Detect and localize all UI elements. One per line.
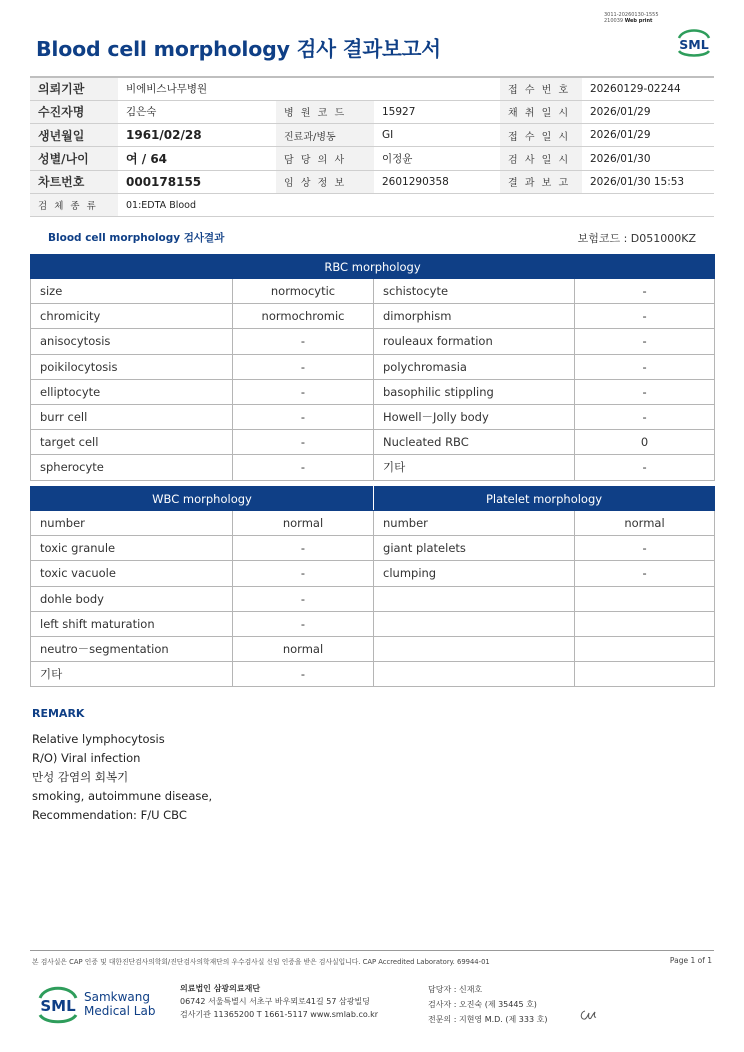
- remark-line: 만성 감염의 회복기: [32, 770, 129, 784]
- patient-info-table: [30, 76, 714, 217]
- platelet-header: Platelet morphology: [374, 487, 715, 511]
- rbc-header: RBC morphology: [31, 255, 715, 279]
- row-label: burr cell: [31, 404, 233, 429]
- table-row: [31, 379, 715, 404]
- wbc-platelet-table: [30, 486, 715, 687]
- row-value: -: [233, 561, 374, 586]
- collect-date-value: 2026/01/29: [582, 100, 714, 123]
- row-value: -: [575, 379, 715, 404]
- row-label: Howell－Jolly body: [374, 404, 575, 429]
- row-label: anisocytosis: [31, 329, 233, 354]
- hospital-code-value: 15927: [374, 100, 500, 123]
- row-value: -: [233, 586, 374, 611]
- row-label: elliptocyte: [31, 379, 233, 404]
- row-label: 기타: [374, 455, 575, 480]
- sex-age-label: 성별/나이: [30, 147, 118, 170]
- row-label: toxic vacuole: [31, 561, 233, 586]
- table-row: [31, 404, 715, 429]
- row-label: clumping: [374, 561, 575, 586]
- sml-footer-logo-icon: [36, 982, 80, 1026]
- table-row: [31, 536, 715, 561]
- staff-manager: 담당자 : 신재호: [428, 985, 483, 994]
- dept-value: GI: [374, 124, 500, 147]
- row-value: -: [575, 354, 715, 379]
- row-value: 0: [575, 430, 715, 455]
- org-address: 06742 서울특별시 서초구 바우뫼로41길 57 삼광빌딩: [180, 997, 370, 1006]
- rbc-morphology-table: [30, 254, 715, 481]
- remark-line: Recommendation: F/U CBC: [32, 808, 187, 822]
- footer-divider: [30, 950, 714, 951]
- remark-line: R/O) Viral infection: [32, 751, 141, 765]
- specimen-value: 01:EDTA Blood: [118, 193, 714, 216]
- org-contact: 검사기관 11365200 T 1661-5117 www.smlab.co.kr: [180, 1010, 379, 1019]
- row-label: toxic granule: [31, 536, 233, 561]
- row-label: schistocyte: [374, 279, 575, 304]
- row-value: -: [575, 329, 715, 354]
- row-value: normal: [233, 636, 374, 661]
- row-label: [374, 586, 575, 611]
- row-label: dohle body: [31, 586, 233, 611]
- row-label: [374, 611, 575, 636]
- row-label: giant platelets: [374, 536, 575, 561]
- org-name: 의료법인 삼광의료재단: [180, 984, 261, 993]
- table-row: [31, 662, 715, 687]
- row-label: [374, 636, 575, 661]
- doctor-value: 이정윤: [374, 147, 500, 170]
- info-row: [30, 77, 714, 100]
- info-row: [30, 170, 714, 193]
- row-value: -: [233, 329, 374, 354]
- row-value: -: [575, 404, 715, 429]
- receipt-no-label: 접 수 번 호: [500, 77, 582, 100]
- row-value: [575, 611, 715, 636]
- row-label: [374, 662, 575, 687]
- row-label: basophilic stippling: [374, 379, 575, 404]
- receive-date-value: 2026/01/29: [582, 124, 714, 147]
- remark-line: Relative lymphocytosis: [32, 732, 165, 746]
- requester-value: 비에비스나무병원: [118, 77, 500, 100]
- row-value: -: [233, 379, 374, 404]
- staff-specialist: 전문의 : 지현영 M.D. (제 333 호): [428, 1015, 548, 1024]
- signature-icon: [578, 1008, 598, 1022]
- row-value: -: [233, 354, 374, 379]
- birth-value: 1961/02/28: [118, 124, 276, 147]
- remark-text: [32, 730, 212, 825]
- sml-logo-icon: [676, 26, 712, 58]
- info-row: [30, 193, 714, 216]
- row-value: -: [233, 430, 374, 455]
- remark-line: smoking, autoimmune disease,: [32, 789, 213, 803]
- row-value: -: [575, 455, 715, 480]
- hospital-code-label: 병 원 코 드: [276, 100, 374, 123]
- table-row: [31, 455, 715, 480]
- receive-date-label: 접 수 일 시: [500, 124, 582, 147]
- insurance-code: 보험코드 : D051000KZ: [577, 232, 696, 245]
- remark-title: REMARK: [32, 707, 85, 720]
- row-label: spherocyte: [31, 455, 233, 480]
- row-value: normal: [575, 511, 715, 536]
- row-label: rouleaux formation: [374, 329, 575, 354]
- page-title: Blood cell morphology 검사 결과보고서: [36, 37, 441, 61]
- table-row: [31, 354, 715, 379]
- row-value: -: [575, 536, 715, 561]
- table-row: [31, 586, 715, 611]
- row-value: -: [233, 611, 374, 636]
- clinical-value: 2601290358: [374, 170, 500, 193]
- receipt-no-value: 20260129-02244: [582, 77, 714, 100]
- table-row: [31, 304, 715, 329]
- sex-age-value: 여 / 64: [118, 147, 276, 170]
- info-row: [30, 100, 714, 123]
- chart-value: 000178155: [118, 170, 276, 193]
- row-label: number: [374, 511, 575, 536]
- row-label: neutro－segmentation: [31, 636, 233, 661]
- clinical-label: 임 상 정 보: [276, 170, 374, 193]
- row-value: [575, 662, 715, 687]
- doctor-label: 담 당 의 사: [276, 147, 374, 170]
- table-row: [31, 329, 715, 354]
- patient-value: 김은숙: [118, 100, 276, 123]
- table-row: [31, 636, 715, 661]
- table-row: [31, 279, 715, 304]
- row-label: polychromasia: [374, 354, 575, 379]
- report-label: 결 과 보 고: [500, 170, 582, 193]
- results-heading: Blood cell morphology 검사결과: [48, 232, 225, 244]
- table-row: [31, 511, 715, 536]
- table-row: [31, 561, 715, 586]
- test-date-value: 2026/01/30: [582, 147, 714, 170]
- print-id: 3011-20260130-1555 210039 Web print: [604, 12, 659, 24]
- row-value: [575, 636, 715, 661]
- wbc-header: WBC morphology: [31, 487, 374, 511]
- certification-note: 본 검사실은 CAP 인증 및 대한진단검사의학회/진단검사의학재단의 우수검사실 신임 인증을 받은 검사실입니다. CAP Accredited Laboratory. 69944-01: [32, 958, 490, 966]
- staff-tester: 검사자 : 오진숙 (제 35445 호): [428, 1000, 537, 1009]
- info-row: [30, 147, 714, 170]
- birth-label: 생년월일: [30, 124, 118, 147]
- row-label: chromicity: [31, 304, 233, 329]
- svg-text:SML: SML: [40, 997, 76, 1015]
- test-date-label: 검 사 일 시: [500, 147, 582, 170]
- row-label: 기타: [31, 662, 233, 687]
- row-value: -: [233, 536, 374, 561]
- lab-name: Samkwang Medical Lab: [84, 990, 156, 1018]
- organization-info: [180, 982, 378, 1021]
- staff-info: [428, 982, 547, 1027]
- chart-label: 차트번호: [30, 170, 118, 193]
- row-value: normochromic: [233, 304, 374, 329]
- row-label: dimorphism: [374, 304, 575, 329]
- row-label: number: [31, 511, 233, 536]
- table-row: [31, 611, 715, 636]
- row-label: left shift maturation: [31, 611, 233, 636]
- row-value: -: [233, 662, 374, 687]
- svg-text:SML: SML: [679, 37, 709, 52]
- table-row: [31, 430, 715, 455]
- requester-label: 의뢰기관: [30, 77, 118, 100]
- info-row: [30, 124, 714, 147]
- row-value: [575, 586, 715, 611]
- row-value: -: [575, 279, 715, 304]
- row-value: -: [575, 304, 715, 329]
- page-number: Page 1 of 1: [669, 956, 712, 965]
- row-value: normocytic: [233, 279, 374, 304]
- report-value: 2026/01/30 15:53: [582, 170, 714, 193]
- collect-date-label: 채 취 일 시: [500, 100, 582, 123]
- specimen-label: 검 체 종 류: [30, 193, 118, 216]
- row-value: -: [233, 404, 374, 429]
- dept-label: 진료과/병동: [276, 124, 374, 147]
- row-label: target cell: [31, 430, 233, 455]
- row-label: size: [31, 279, 233, 304]
- row-value: -: [575, 561, 715, 586]
- row-value: normal: [233, 511, 374, 536]
- row-label: Nucleated RBC: [374, 430, 575, 455]
- row-value: -: [233, 455, 374, 480]
- row-label: poikilocytosis: [31, 354, 233, 379]
- patient-label: 수진자명: [30, 100, 118, 123]
